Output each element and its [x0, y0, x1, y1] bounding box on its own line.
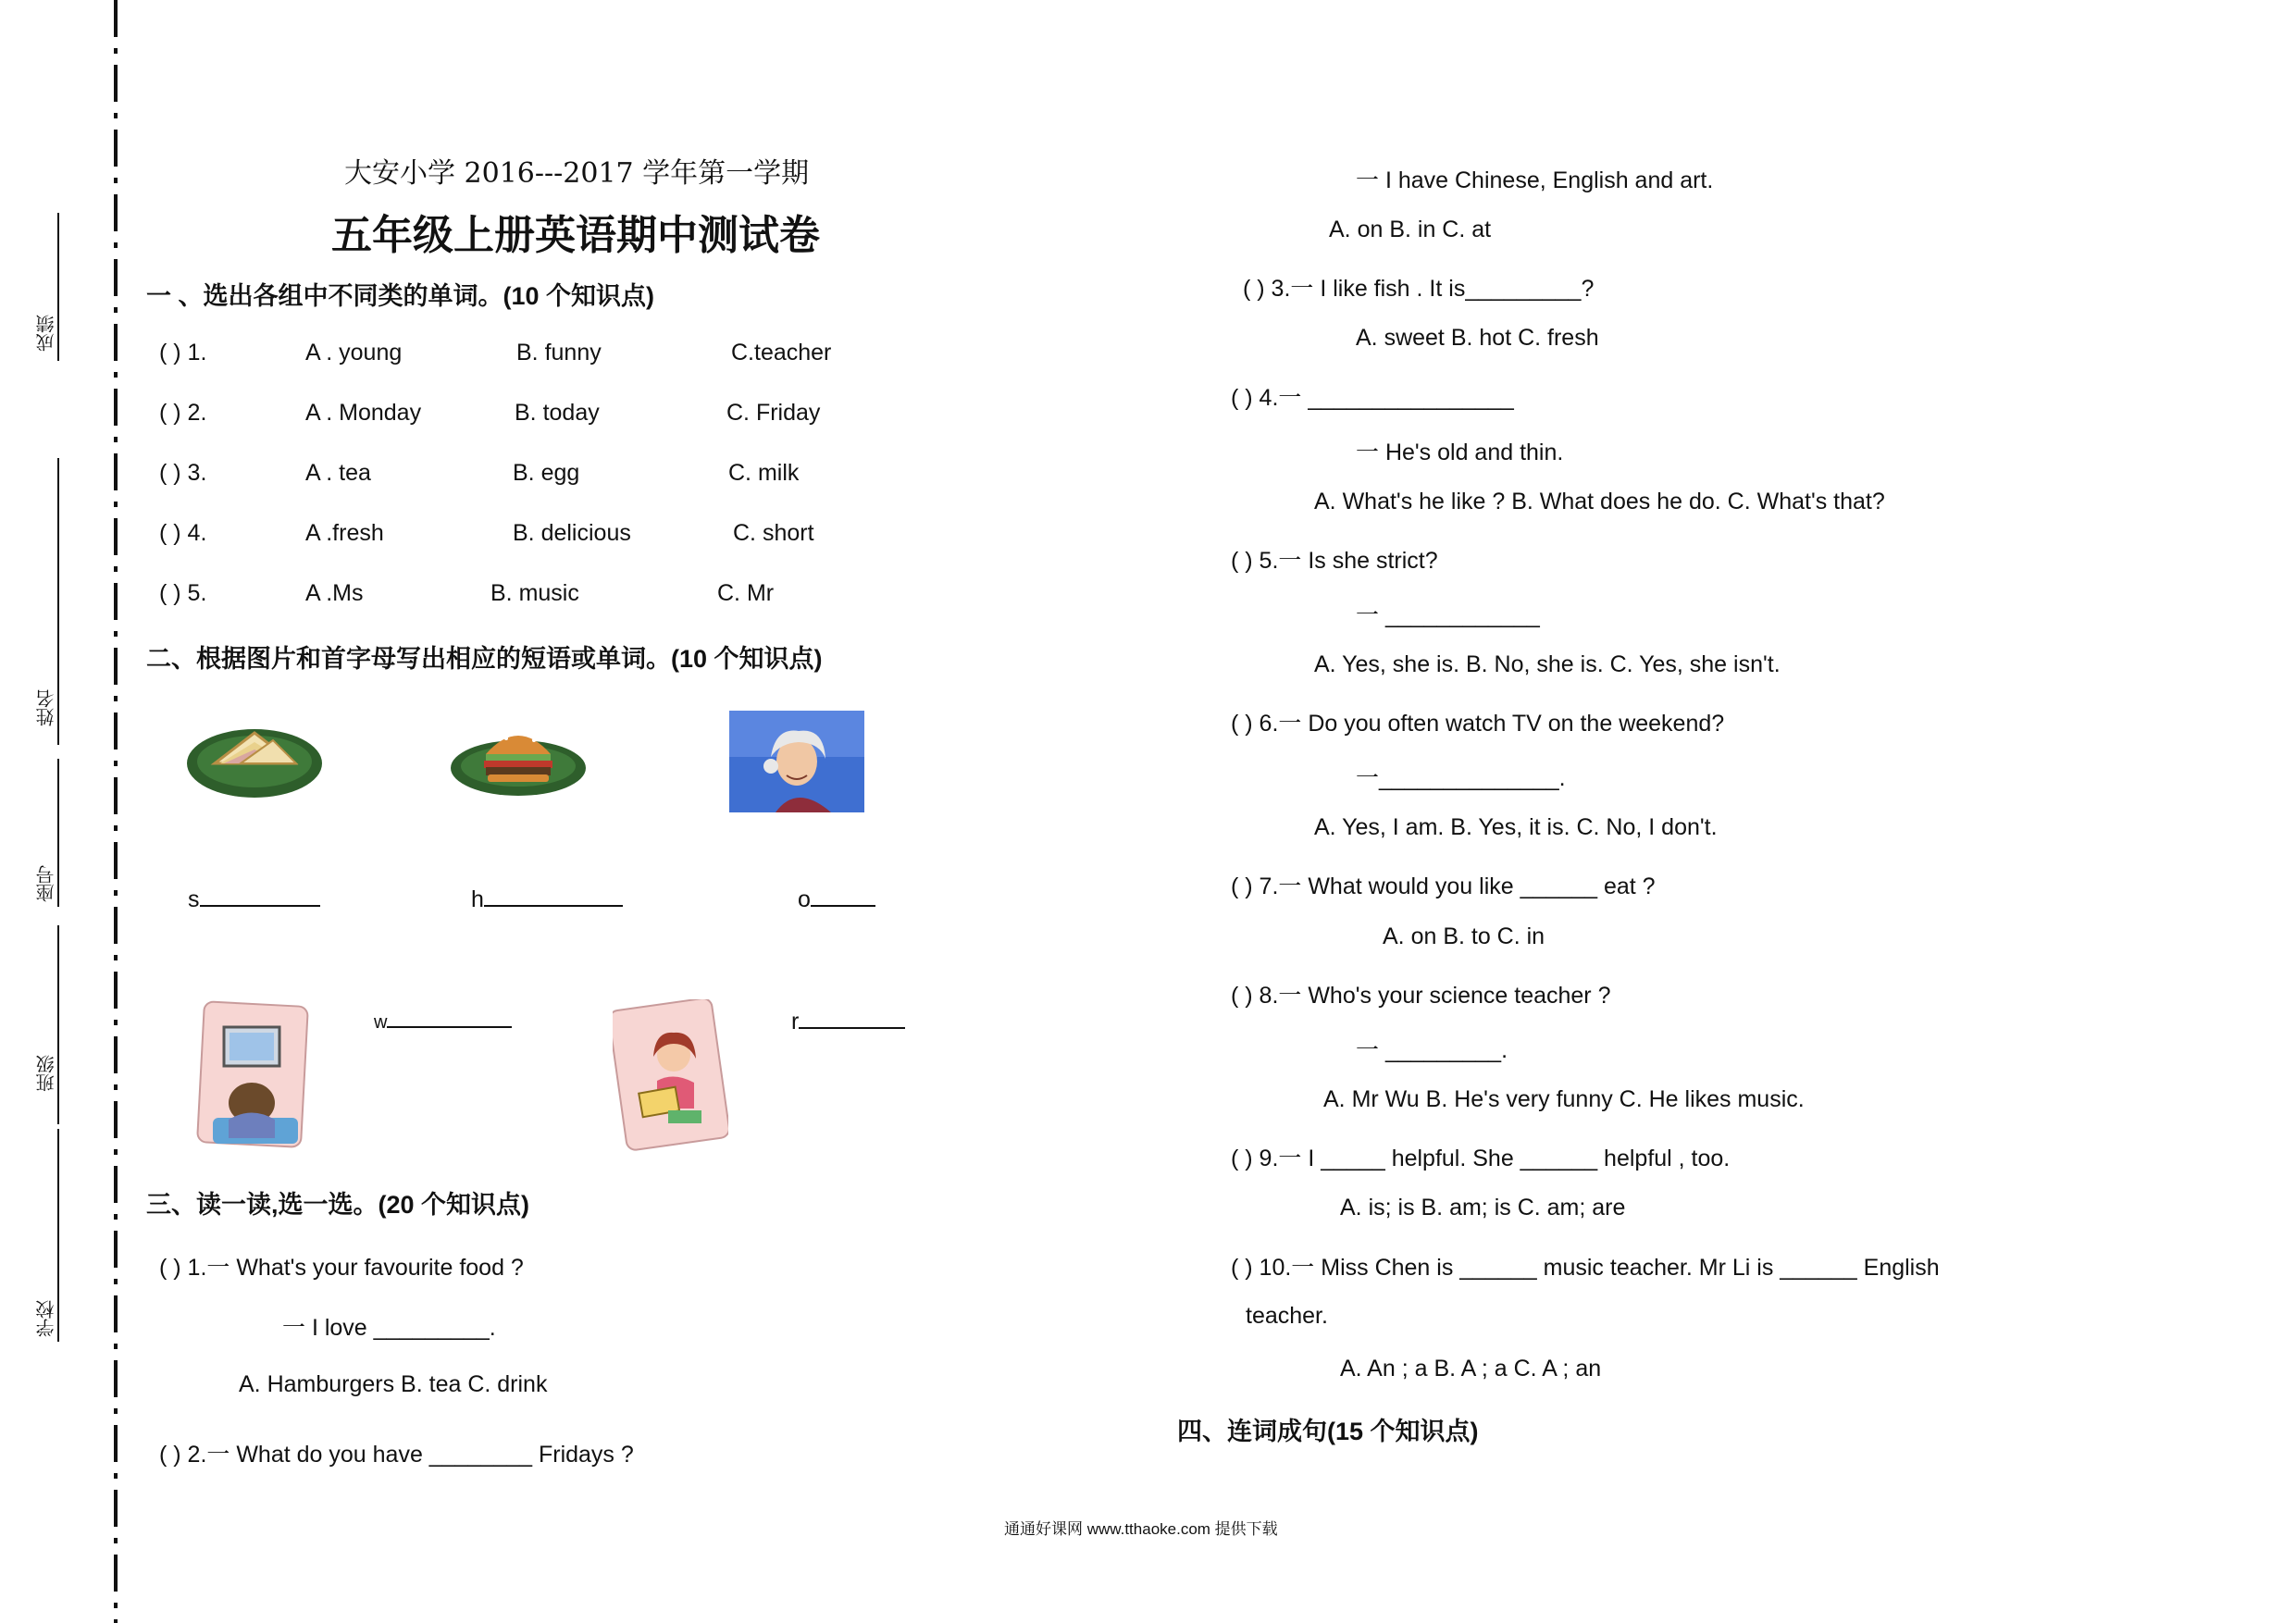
s1-row3-b: B. egg	[513, 460, 580, 486]
s1-row3-prefix: ( ) 3.	[159, 460, 207, 486]
s3-q4-answer: 一 He's old and thin.	[1356, 440, 1564, 465]
blank-r[interactable]: r	[791, 1009, 905, 1035]
s3-q8-answer: 一 _________.	[1356, 1037, 1508, 1063]
section-2-title: 二、根据图片和首字母写出相应的短语或单词。(10 个知识点)	[146, 645, 823, 673]
s1-row5-c: C. Mr	[717, 580, 775, 606]
section-4-title: 四、连词成句(15 个知识点)	[1177, 1418, 1479, 1445]
s1-row1-c: C.teacher	[731, 340, 832, 365]
s3-q5-options: A. Yes, she is. B. No, she is. C. Yes, she isn't.	[1314, 651, 1781, 677]
name-label: 姓名	[37, 689, 57, 726]
s3-q6-options: A. Yes, I am. B. Yes, it is. C. No, I don't.	[1314, 814, 1718, 840]
s1-row1-prefix: ( ) 1.	[159, 340, 207, 365]
s1-row4-b: B. delicious	[513, 520, 631, 546]
school-line: 大安小学 2016---2017 学年第一学期	[344, 157, 810, 190]
hamburger-image	[449, 712, 588, 800]
s3-q4: ( ) 4.一 ________________	[1231, 385, 1514, 411]
page-footer: 通通好课网 www.tthaoke.com 提供下载	[1004, 1520, 1278, 1538]
s1-row2-prefix: ( ) 2.	[159, 400, 207, 426]
s3-q9-options: A. is; is B. am; is C. am; are	[1340, 1195, 1626, 1220]
girl-reading-image	[613, 999, 728, 1152]
s3-q6-answer: 一______________.	[1356, 765, 1566, 791]
s3-q10-continued: teacher.	[1246, 1303, 1328, 1329]
section-3-title: 三、读一读,选一选。(20 个知识点)	[146, 1191, 530, 1219]
s1-row1-a: A . young	[305, 340, 403, 365]
s1-row1-b: B. funny	[516, 340, 602, 365]
binding-dashed-line	[114, 0, 118, 1623]
s3-q3-options: A. sweet B. hot C. fresh	[1356, 325, 1599, 351]
blank-o[interactable]: o	[798, 886, 875, 913]
sandwich-image	[185, 712, 324, 800]
s1-row2-a: A . Monday	[305, 400, 422, 426]
s3-q2-options: A. on B. in C. at	[1329, 217, 1492, 242]
s1-row2-c: C. Friday	[726, 400, 821, 426]
s3-q9: ( ) 9.一 I _____ helpful. She ______ helpful , too.	[1231, 1146, 1731, 1171]
s1-row5-b: B. music	[490, 580, 579, 606]
blank-h[interactable]: h	[471, 886, 623, 913]
section-1-title: 一 、选出各组中不同类的单词。(10 个知识点)	[146, 282, 655, 310]
s3-q7: ( ) 7.一 What would you like ______ eat ?	[1231, 873, 1656, 899]
seat-label: 座号	[37, 865, 57, 902]
s3-q4-options: A. What's he like ? B. What does he do. C. What's that?	[1314, 489, 1885, 514]
s1-row4-prefix: ( ) 4.	[159, 520, 207, 546]
page-title: 五年级上册英语期中测试卷	[331, 212, 820, 259]
s3-q10: ( ) 10.一 Miss Chen is ______ music teacher. Mr Li is ______ English	[1231, 1255, 1940, 1281]
s1-row5-a: A .Ms	[305, 580, 364, 606]
s3-q2: ( ) 2.一 What do you have ________ Fridays ?	[159, 1442, 634, 1468]
s3-q2-answer: 一 I have Chinese, English and art.	[1356, 167, 1714, 193]
s3-q1: ( ) 1.一 What's your favourite food ?	[159, 1255, 524, 1281]
s3-q8: ( ) 8.一 Who's your science teacher ?	[1231, 983, 1611, 1009]
blank-s[interactable]: s	[188, 886, 320, 913]
s1-row3-a: A . tea	[305, 460, 371, 486]
s3-q1-options: A. Hamburgers B. tea C. drink	[239, 1371, 548, 1397]
s1-row3-c: C. milk	[728, 460, 800, 486]
s3-q5-answer: 一 ____________	[1356, 602, 1540, 628]
s3-q5: ( ) 5.一 Is she strict?	[1231, 548, 1438, 574]
class-line	[57, 925, 59, 1124]
school-label: 学校	[37, 1300, 57, 1337]
blank-w[interactable]: w	[374, 1012, 512, 1034]
s3-q7-options: A. on B. to C. in	[1383, 923, 1545, 949]
s3-q10-options: A. An ; a B. A ; a C. A ; an	[1340, 1356, 1602, 1381]
old-woman-image	[729, 711, 864, 812]
s3-q8-options: A. Mr Wu B. He's very funny C. He likes music.	[1323, 1086, 1805, 1112]
s1-row5-prefix: ( ) 5.	[159, 580, 207, 606]
s3-q1-answer: 一 I love _________.	[282, 1315, 496, 1341]
boy-computer-image	[196, 999, 312, 1152]
s3-q3: ( ) 3.一 I like fish . It is_________?	[1243, 276, 1595, 302]
class-label: 班级	[37, 1055, 57, 1092]
s1-row2-b: B. today	[515, 400, 600, 426]
s1-row4-c: C. short	[733, 520, 814, 546]
s1-row4-a: A .fresh	[305, 520, 384, 546]
s3-q6: ( ) 6.一 Do you often watch TV on the weekend?	[1231, 711, 1725, 737]
score-label: 成绩	[37, 315, 57, 352]
